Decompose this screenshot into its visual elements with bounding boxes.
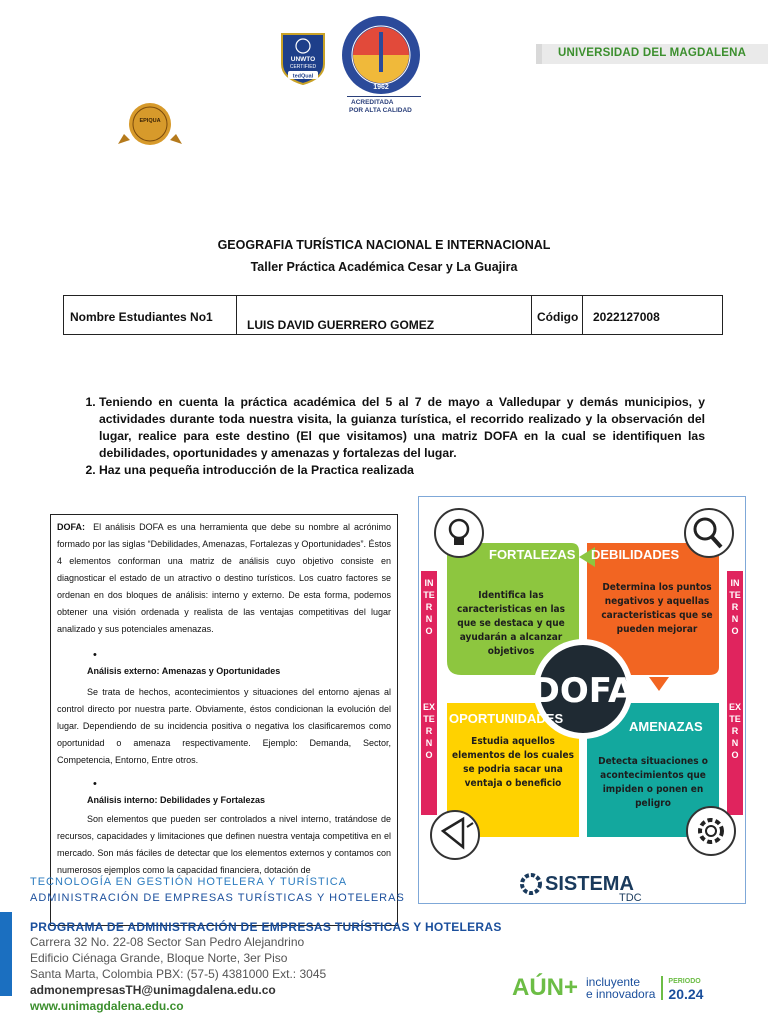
code-value-cell: 2022127008	[593, 310, 660, 324]
address-line: Edificio Ciénaga Grande, Bloque Norte, 3er Piso	[30, 951, 288, 965]
period: PERIODO 20.24	[661, 976, 703, 1000]
amenazas-text: Detecta situaciones o acontecimientos que impiden o ponen en peligro	[598, 756, 708, 809]
instruction-item: 1. Teniendo en cuenta la práctica académica del 5 al 7 de mayo a Valledupar y demás municipios, y actividades durante toda nuestra visita, la guianza turística, el recorrido realizado y la observación del lugar, realice para este destino (El que visitamos) una matriz DOFA en la cual se identifiquen las debilidades, oportunidades y amenazas y fortalezas del lugar.	[99, 394, 705, 462]
amenazas-title: AMENAZAS	[629, 719, 703, 734]
sistema-tdc-logo	[522, 873, 642, 904]
student-name-cell: LUIS DAVID GUERRERO GOMEZ	[237, 296, 532, 334]
side-label-left-top: INTERNO	[423, 578, 435, 636]
bullet: •	[93, 649, 97, 661]
footer-line-tech: TECNOLOGÍA EN GESTIÓN HOTELERA Y TURÍSTICA	[30, 876, 348, 888]
epiqua-text: EPIQUA	[139, 118, 161, 124]
course-title: GEOGRAFIA TURÍSTICA NACIONAL E INTERNACIONAL	[217, 238, 551, 252]
code-label-cell: Código	[532, 296, 583, 334]
oportunidades-title: OPORTUNIDADES	[449, 711, 564, 726]
brand-text: SISTEMA	[545, 873, 634, 895]
aun-text: AÚN+	[512, 974, 579, 1001]
unwto-tedqual-logo	[278, 30, 328, 86]
student-table	[63, 295, 723, 335]
student-label-cell: Nombre Estudiantes No1	[64, 296, 237, 334]
instructions-list	[75, 394, 705, 479]
bullet: •	[93, 778, 97, 790]
dofa-infographic	[418, 496, 746, 904]
slogan: incluyente e innovadora	[586, 975, 656, 1001]
footer-line-admin: ADMINISTRACIÓN DE EMPRESAS TURÍSTICAS Y HOTELERAS	[30, 892, 405, 904]
aun-plus-logo	[512, 972, 742, 1004]
external-body: Se trata de hechos, acontecimientos y situaciones del entorno ajenas al control directo por nuestra parte. Obviamente, éstos condicionan la evolución del lugar. Dependiendo de su incidencia positiva o negativa los clasificaremos como oportunidad o amenaza respectivamente. Ejemplo: Demanda, Sector, Competencia, Entorno, Entre otros.	[57, 687, 391, 765]
internal-body: Son elementos que pueden ser controlados a nivel interno, tratándose de recursos, capacidades y limitaciones que definen nuestra ventaja competitiva en el mercado. Son más fáciles de detectar que los elementos externos y contamos con numerosos ejemplos como la capacidad financiera, dotación de	[57, 814, 391, 875]
brand-sub: TDC	[619, 892, 642, 904]
external-heading: Análisis externo: Amenazas y Oportunidades	[87, 666, 281, 676]
seal-year: 1962	[373, 84, 389, 91]
side-label-left-bottom: EXTERNO	[423, 702, 436, 760]
footer-accent-bar	[0, 912, 12, 996]
footer-program: PROGRAMA DE ADMINISTRACIÓN DE EMPRESAS TURÍSTICAS Y HOTELERAS	[30, 920, 502, 934]
website-link[interactable]: www.unimagdalena.edu.co	[30, 999, 184, 1013]
dofa-text-box	[50, 514, 398, 926]
workshop-title: Taller Práctica Académica Cesar y La Guajira	[250, 260, 518, 274]
side-label-right-bottom: EXTERNO	[729, 702, 742, 760]
university-banner: UNIVERSIDAD DEL MAGDALENA	[536, 44, 768, 64]
accreditation-text: ACREDITADA POR ALTA CALIDAD	[347, 96, 421, 115]
unwto-text: UNWTO	[290, 56, 316, 63]
epiqua-seal	[116, 100, 184, 148]
university-seal	[340, 14, 422, 96]
debilidades-title: DEBILIDADES	[591, 547, 680, 562]
internal-heading: Análisis interno: Debilidades y Fortalezas	[87, 795, 266, 805]
fortalezas-text: Identifica las caracteristicas en las que se destaca y que ayudarán a alcanzar objetivos	[457, 590, 565, 657]
address-line: Santa Marta, Colombia PBX: (57-5) 4381000 Ext.: 3045	[30, 967, 327, 981]
dofa-center-label: DOFA	[531, 671, 635, 711]
unwto-certified-text: CERTIFIED	[289, 64, 317, 70]
email-link[interactable]: admonempresasTH@unimagdalena.edu.co	[30, 983, 276, 997]
oportunidades-text: Estudia aquellos elementos de los cuales se podria sacar una ventaja o beneficio	[452, 736, 574, 789]
footer-address	[30, 934, 326, 1014]
dofa-intro: DOFA: El análisis DOFA es una herramienta que debe su nombre al acrónimo formado por las siglas “Debilidades, Amenazas, Fortalezas y Oportunidades”. Éstos 4 elementos conforman una matriz de análisis cuyo objetivo consiste en diagnosticar el estado de un atractivo o destino turísticos. Los cuatro factores se ordenan en dos bloques de análisis: interno y externo. De esta forma, podemos obtener una visión ordenada y realista de las ventajas competitivas del lugar analizado y sus potenciales amenazas.	[57, 522, 391, 634]
fortalezas-title: FORTALEZAS	[489, 547, 576, 562]
side-label-right-top: INTERNO	[729, 578, 741, 636]
debilidades-text: Determina los puntos negativos y aquellas caracteristicas que se pueden mejorar	[601, 582, 713, 635]
address-line: Carrera 32 No. 22-08 Sector San Pedro Alejandrino	[30, 935, 305, 949]
instruction-item: 2. Haz una pequeña introducción de la Practica realizada	[99, 462, 705, 479]
tedqual-text: tedQual	[292, 73, 314, 80]
